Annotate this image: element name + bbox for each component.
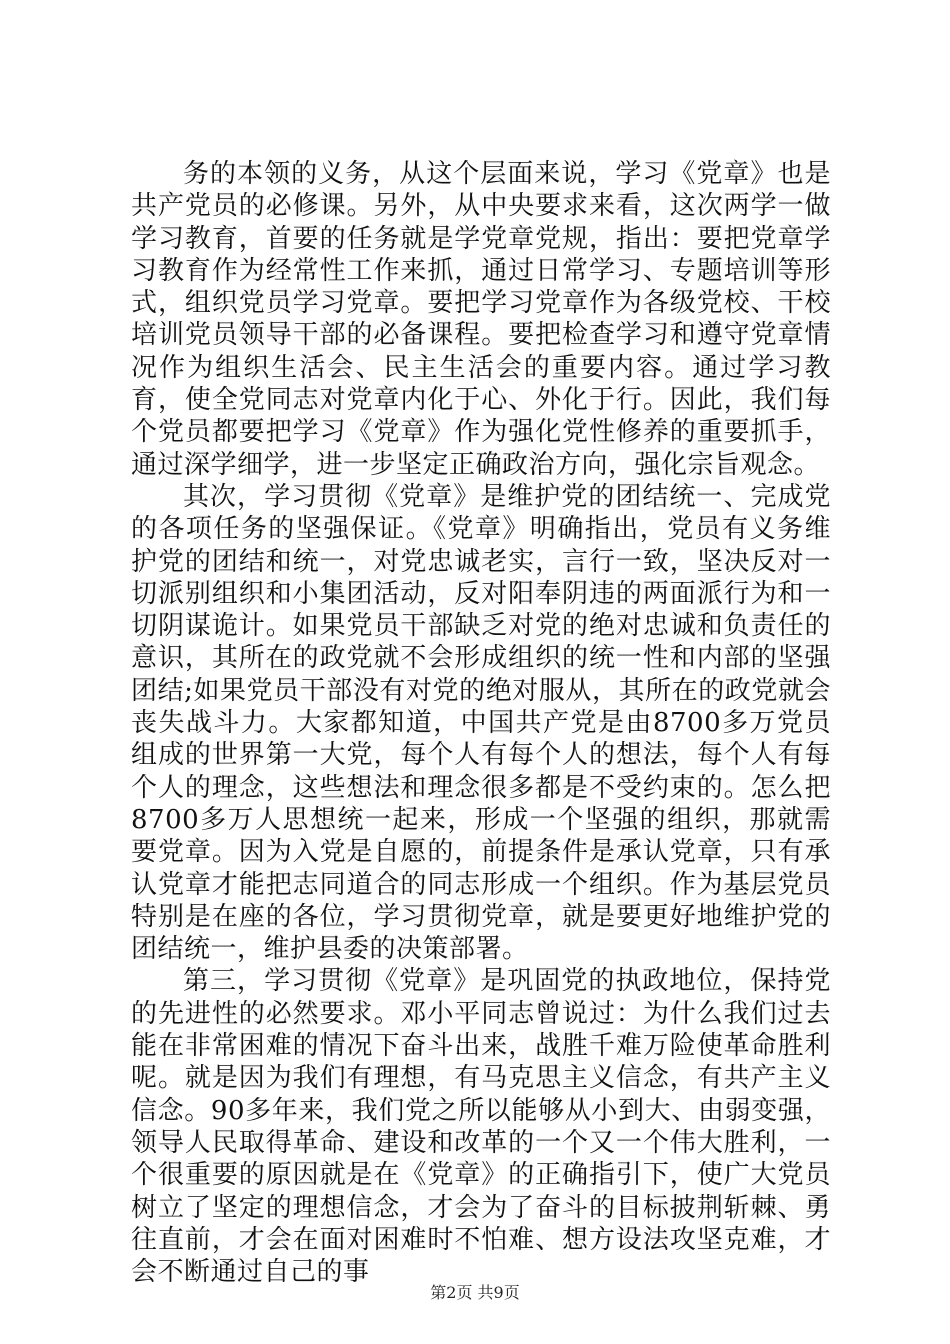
paragraph-3: 第三，学习贯彻《党章》是巩固党的执政地位，保持党的先进性的必然要求。邓小平同志曾说过：为什么我们过去能在非常困难的情况下奋斗出来，战胜千难万险使革命胜利呢。就是因为我们有理想，有马克思主义信念，有共产主义信念。90多年来，我们党之所以能够从小到大、由弱变强，领导人民取得革命、建设和改革的一个又一个伟大胜利，一个很重要的原因就是在《党章》的正确指引下，使广大党员树立了坚定的理想信念，才会为了奋斗的目标披荆斩棘、勇往直前，才会在面对困难时不怕难、想方设法攻坚克难，才会不断通过自己的事	[131, 966, 831, 1288]
paragraph-1: 务的本领的义务，从这个层面来说，学习《党章》也是共产党员的必修课。另外，从中央要求来看，这次两学一做学习教育，首要的任务就是学党章党规，指出：要把党章学习教育作为经常性工作来抓，通过日常学习、专题培训等形式，组织党员学习党章。要把学习党章作为各级党校、干校培训党员领导干部的必备课程。要把检查学习和遵守党章情况作为组织生活会、民主生活会的重要内容。通过学习教育，使全党同志对党章内化于心、外化于行。因此，我们每个党员都要把学习《党章》作为强化党性修养的重要抓手，通过深学细学，进一步坚定正确政治方向，强化宗旨观念。	[131, 159, 831, 480]
page-number-footer: 第2页 共9页	[430, 1283, 520, 1302]
document-body	[131, 158, 831, 1288]
paragraph-2: 其次，学习贯彻《党章》是维护党的团结统一、完成党的各项任务的坚强保证。《党章》明确指出，党员有义务维护党的团结和统一，对党忠诚老实，言行一致，坚决反对一切派别组织和小集团活动，反对阳奉阴违的两面派行为和一切阴谋诡计。如果党员干部缺乏对党的绝对忠诚和负责任的意识，其所在的政党就不会形成组织的统一性和内部的坚强团结;如果党员干部没有对党的绝对服从，其所在的政党就会丧失战斗力。大家都知道，中国共产党是由8700多万党员组成的世界第一大党，每个人有每个人的想法，每个人有每个人的理念，这些想法和理念很多都是不受约束的。怎么把8700多万人思想统一起来，形成一个坚强的组织，那就需要党章。因为入党是自愿的，前提条件是承认党章，只有承认党章才能把志同道合的同志形成一个组织。作为基层党员特别是在座的各位，学习贯彻党章，就是要更好地维护党的团结统一，维护县委的决策部署。	[131, 481, 831, 965]
